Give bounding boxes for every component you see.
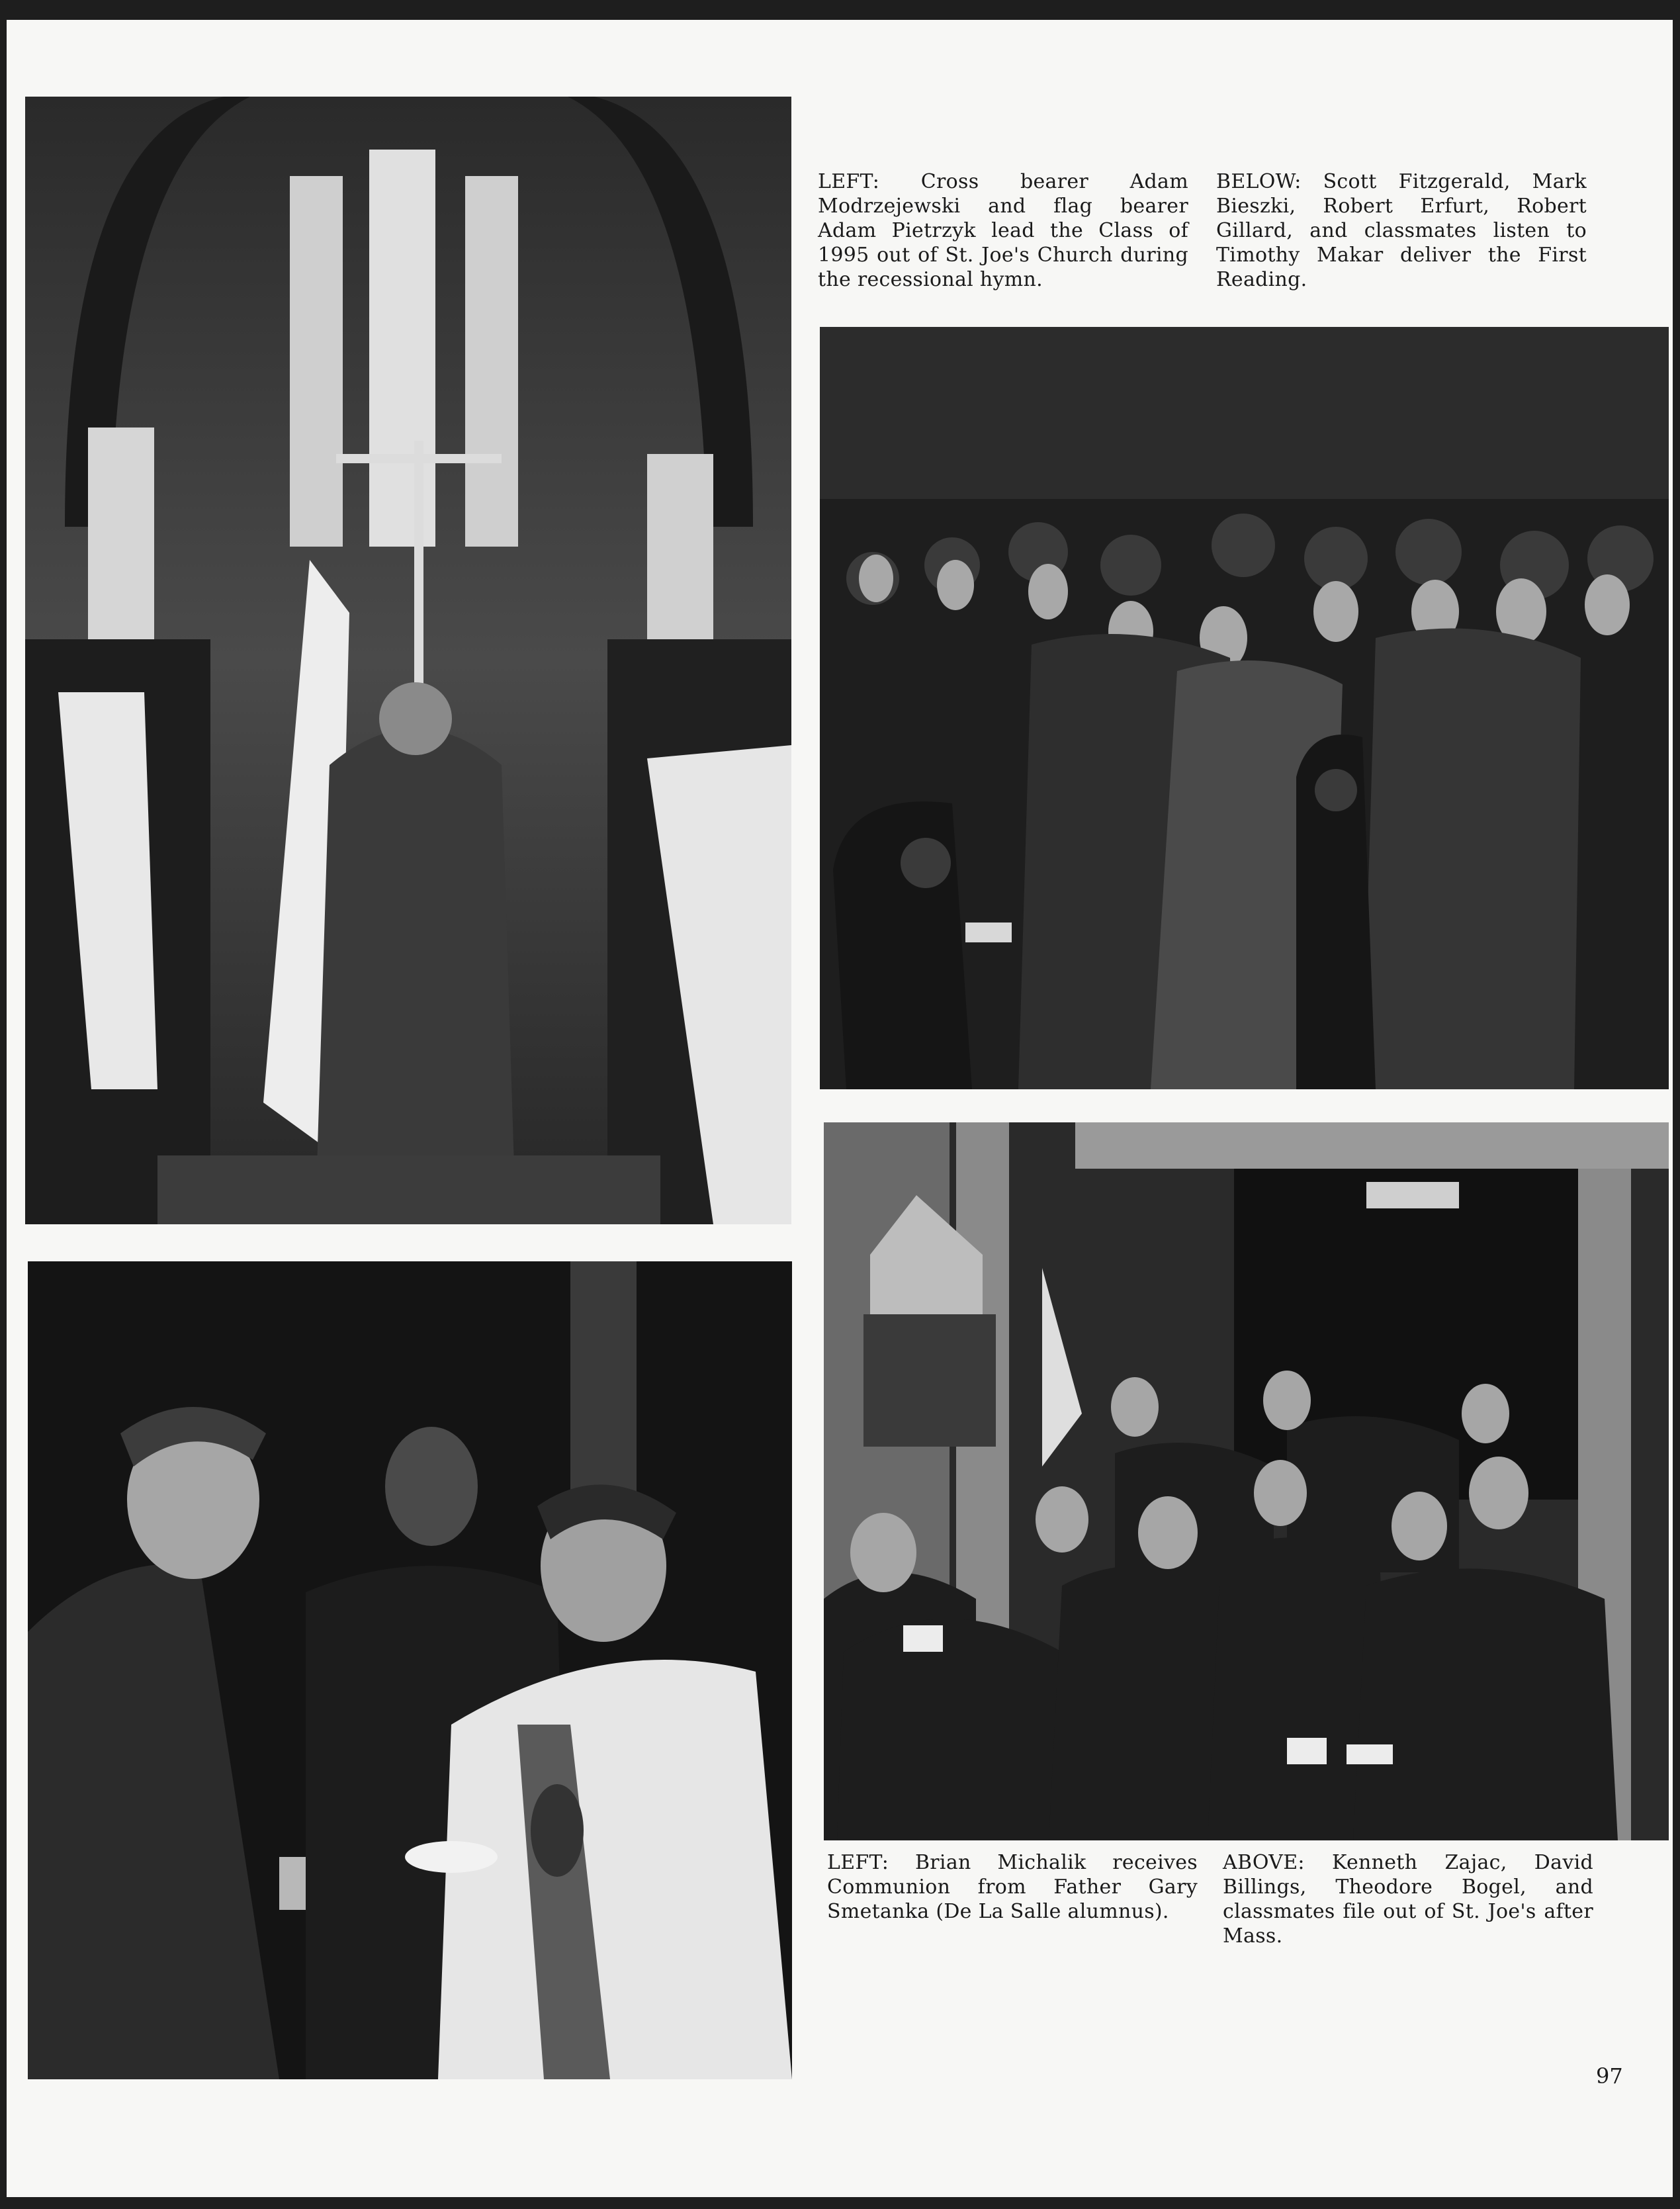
caption-cross-bearer: LEFT: Cross bearer Adam Modrzejewski and flag bearer Adam Pietrzyk lead the Class of 1995 out of St. Joe's Church during the recessional hymn. [818,170,1188,291]
yearbook-page [7,20,1673,2197]
caption-communion: LEFT: Brian Michalik receives Communion from Father Gary Smetanka (De La Salle alumnus). [827,1851,1198,1923]
photo-communion [28,1261,792,2079]
page-number: 97 [1596,2063,1623,2089]
caption-first-reading: BELOW: Scott Fitzgerald, Mark Bieszki, Robert Erfurt, Robert Gillard, and classmates listen to Timothy Makar deliver the First Reading. [1216,170,1587,291]
photo-filing-out [824,1122,1669,1840]
photo-church-procession [25,97,791,1224]
caption-file-out: ABOVE: Kenneth Zajac, David Billings, Theodore Bogel, and classmates file out of St. Joe's after Mass. [1223,1851,1593,1948]
photo-students-in-pews [820,327,1669,1089]
